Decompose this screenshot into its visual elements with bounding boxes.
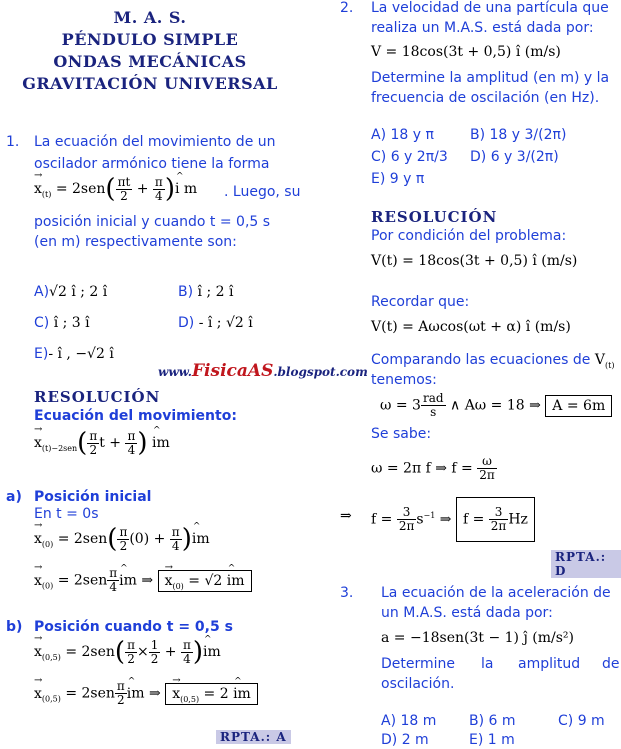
problem-1-option-d: D) - î ; √2 î [178, 315, 253, 331]
resolution-2-line-3: Comparando las ecuaciones de $V_{(t)}$ [371, 352, 615, 370]
part-a-line: En t = 0s [34, 506, 99, 522]
problem-3-option-b: B) 6 m [469, 713, 516, 729]
title-line-4: GRAVITACIÓN UNIVERSAL [22, 74, 278, 93]
problem-1-text-b: oscilador armónico tiene la forma [34, 156, 270, 172]
resolution-1-equation: → $x_{(t)-2sen}$( $\frac{\pi}{2}$ t + $\frac{\pi}{4}$ ) ^ im [34, 428, 170, 458]
problem-3-text-c4: de [602, 656, 620, 672]
problem-3-option-d: D) 2 m [381, 732, 429, 748]
problem-1-option-e: E)- î , −√2 î [34, 346, 114, 362]
part-a-title: Posición inicial [34, 489, 152, 505]
resolution-2-line-2: Recordar que: [371, 294, 470, 310]
answer-1-badge: RPTA.: A [216, 730, 291, 744]
resolution-2-equation-3: ω = 3 $\frac{\text{rad}}{s}$ ∧ Aω = 18 ⇒ A = 6m [380, 392, 612, 419]
resolution-2-title: RESOLUCIÓN [371, 208, 498, 226]
title-line-1: M. A. S. [113, 8, 187, 27]
problem-2-number: 2. [340, 0, 354, 16]
resolution-2-implies: ⇒ [340, 508, 352, 524]
problem-1-number: 1. [6, 134, 20, 150]
problem-3-text-a: La ecuación de la aceleración de [381, 585, 611, 601]
watermark-logo: www.FisicaAS.blogspot.com [158, 361, 368, 381]
problem-1-text-e: (en m) respectivamente son: [34, 234, 237, 250]
problem-2-option-b: B) 18 y 3/(2π) [470, 127, 567, 143]
problem-3-equation: a = −18sen(3t − 1) ĵ (m/s²) [381, 630, 574, 646]
problem-2-text-b: realiza un M.A.S. está dada por: [371, 20, 594, 36]
title-line-3: ONDAS MECÁNICAS [53, 52, 247, 71]
resolution-1-title: RESOLUCIÓN [34, 388, 161, 406]
resolution-2-equation-2: V(t) = Aωcos(ωt + α) î (m/s) [371, 319, 571, 335]
problem-3-text-b: un M.A.S. está dada por: [381, 605, 553, 621]
problem-2-option-d: D) 6 y 3/(2π) [470, 149, 559, 165]
problem-3-text-d: oscilación. [381, 676, 455, 692]
problem-1-option-b: B) î ; 2 î [178, 284, 234, 300]
problem-2-text-c: Determine la amplitud (en m) y la [371, 70, 610, 86]
resolution-2-equation-5: f = $\frac{3}{2\pi}$ $s^{-1}$ ⇒ f = $\frac{3}{2\pi}$ Hz [371, 497, 535, 542]
title-line-2: PÉNDULO SIMPLE [61, 30, 239, 49]
problem-3-text-c3: amplitud [518, 656, 581, 672]
problem-3-option-e: E) 1 m [469, 732, 515, 748]
answer-2-badge: RPTA.: D [551, 550, 621, 578]
problem-2-text-d: frecuencia de oscilación (en Hz). [371, 90, 600, 106]
part-b-title: Posición cuando t = 0,5 s [34, 619, 233, 635]
problem-1-text-a: La ecuación del movimiento de un [34, 134, 276, 150]
resolution-2-line-4: tenemos: [371, 372, 437, 388]
problem-2-option-a: A) 18 y π [371, 127, 434, 143]
problem-3-option-a: A) 18 m [381, 713, 437, 729]
problem-3-text-c: Determine [381, 656, 456, 672]
problem-2-text-a: La velocidad de una partícula que [371, 0, 609, 16]
problem-3-text-c2: la [481, 656, 494, 672]
problem-3-option-c: C) 9 m [558, 713, 605, 729]
part-a-equation-2: → $x_{(0)} = 2sen$ $\frac{\pi}{4}$ ^ im ⇒ → $x_{(0)} = √2$ ^ im [34, 567, 252, 594]
problem-1-text-c: . Luego, su [224, 184, 301, 200]
problem-1-option-a: A)√2 î ; 2 î [34, 284, 108, 300]
problem-2-option-c: C) 6 y 2π/3 [371, 149, 448, 165]
resolution-1-subtitle: Ecuación del movimiento: [34, 408, 237, 424]
part-b-equation-1: → $x_{(0,5)} = 2sen$( $\frac{\pi}{2}$ × $\frac{1}{2}$ + $\frac{\pi}{4}$ )^ im [34, 637, 221, 667]
problem-1-equation: → $x_{(t)} = 2sen$( $\frac{\pi t}{2}$ + $\frac{\pi}{4}$ )^ i m [34, 174, 197, 204]
resolution-2-equation-1: V(t) = 18cos(3t + 0,5) î (m/s) [371, 253, 578, 269]
problem-3-number: 3. [340, 585, 354, 601]
problem-1-text-d: posición inicial y cuando t = 0,5 s [34, 214, 271, 230]
resolution-2-line-1: Por condición del problema: [371, 228, 567, 244]
part-a-label: a) [6, 489, 22, 505]
problem-1-option-c: C) î ; 3 î [34, 315, 90, 331]
part-b-equation-2: → $x_{(0,5)} = 2sen$ $\frac{\pi}{2}$ ^ im ⇒ → $x_{(0,5)} = 2$ ^ im [34, 680, 258, 707]
resolution-2-equation-4: ω = 2π f ⇒ f = $\frac{\omega}{2\pi}$ [371, 454, 495, 482]
part-a-equation-1: → $x_{(0)} = 2sen$( $\frac{\pi}{2}$ (0) + $\frac{\pi}{4}$ )^ im [34, 524, 210, 554]
part-b-label: b) [6, 619, 23, 635]
problem-2-equation: V = 18cos(3t + 0,5) î (m/s) [371, 44, 561, 60]
problem-2-option-e: E) 9 y π [371, 171, 425, 187]
resolution-2-line-5: Se sabe: [371, 426, 432, 442]
